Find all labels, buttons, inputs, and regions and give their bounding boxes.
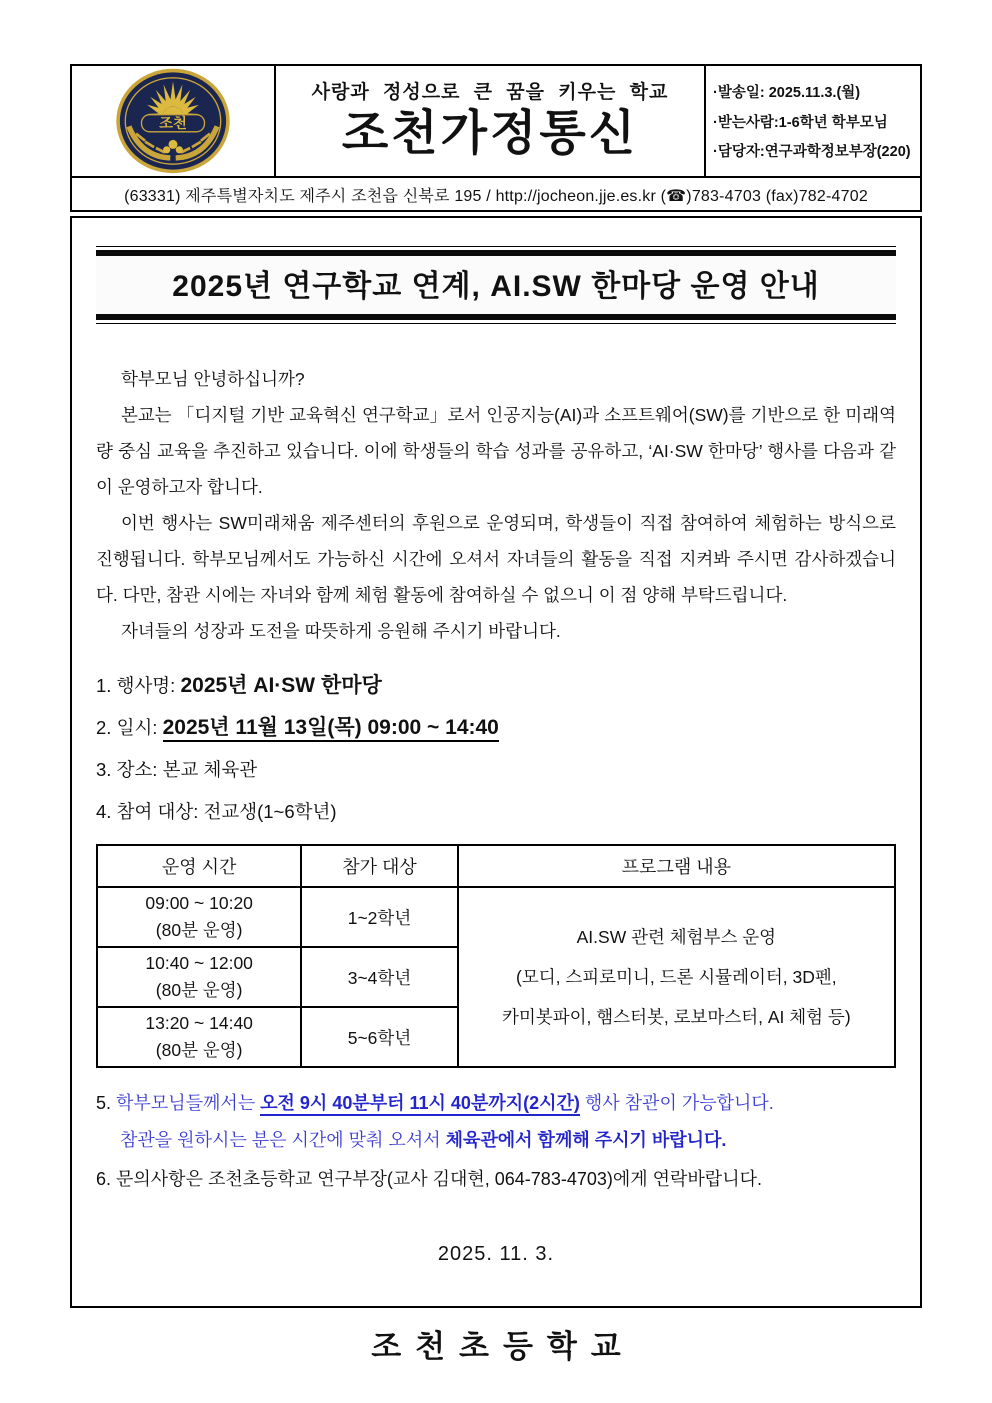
item-5-line-2-seg-1: 참관을 원하시는 분은 시간에 맞춰 오셔서 bbox=[120, 1130, 446, 1150]
duration: (80분 운영) bbox=[155, 920, 243, 940]
grade-2: 3~4학년 bbox=[301, 947, 457, 1007]
item-5-line-1 bbox=[96, 1085, 896, 1122]
school-name: 조천초등학교 bbox=[371, 1329, 635, 1364]
item-5-number: 5. bbox=[96, 1093, 112, 1113]
table-header-row bbox=[97, 845, 895, 887]
paragraph-2: 이번 행사는 SW미래채움 제주센터의 후원으로 운영되며, 학생들이 직접 참여하여 체험하는 방식으로 진행됩니다. 학부모님께서도 가능하신 시간에 오셔서 자녀들의 활동을 직접 지켜봐 주시면 감사하겠습니다. 다만, 참관 시에는 자녀와 함께 체험 활동에 참여하실 수 없으니 이 점 양해 부탁드립니다. bbox=[96, 513, 896, 605]
item-5-line-2 bbox=[96, 1122, 896, 1159]
item-2-value: 2025년 11월 13일(목) 09:00 ~ 14:40 bbox=[163, 716, 499, 742]
item-5-line-2-seg-2: 체육관에서 함께해 주시기 바랍니다. bbox=[445, 1130, 727, 1150]
school-emblem-icon bbox=[114, 67, 232, 175]
logo-text: 조천 bbox=[159, 116, 187, 133]
header-program: 프로그램 내용 bbox=[458, 845, 895, 887]
time-slot-1 bbox=[97, 887, 301, 947]
time-range: 09:00 ~ 10:20 bbox=[145, 893, 253, 913]
duration: (80분 운영) bbox=[155, 1040, 243, 1060]
newsletter-title: 조천가정통신 bbox=[341, 107, 639, 160]
item-2-label: 2. 일시: bbox=[96, 717, 158, 738]
letter-date: 2025. 11. 3. bbox=[437, 1243, 555, 1265]
content-box bbox=[70, 216, 922, 1364]
masthead-cell bbox=[276, 66, 706, 176]
duration: (80분 운영) bbox=[155, 980, 243, 1000]
school-address: (63331) 제주특별자치도 제주시 조천읍 신북로 195 / http://jocheon.jje.es.kr (☎)783-4703 (fax)782-4702 bbox=[124, 187, 868, 205]
info-manager: ·담당자:연구과학정보부장(220) bbox=[713, 144, 911, 161]
item-parent-viewing bbox=[96, 1085, 896, 1159]
item-5-seg-1: 학부모님들께서는 bbox=[116, 1093, 261, 1113]
address-bar bbox=[70, 178, 922, 212]
header-info bbox=[706, 66, 920, 176]
item-event-name bbox=[96, 669, 896, 702]
program-line: (모디, 스피로미니, 드론 시뮬레이터, 3D펜, bbox=[516, 967, 837, 987]
program-line: AI.SW 관련 체험부스 운영 bbox=[576, 927, 777, 947]
school-logo bbox=[72, 66, 276, 176]
paragraph-1: 본교는 「디지털 기반 교육혁신 연구학교」로서 인공지능(AI)과 소프트웨어(SW)를 기반으로 한 미래역량 중심 교육을 추진하고 있습니다. 이에 학생들의 학습 성과를 공유하고, ‘AI·SW 한마당’ 행사를 다음과 같이 운영하고자 합니다. bbox=[96, 405, 896, 497]
item-participants: 4. 참여 대상: 전교생(1~6학년) bbox=[96, 801, 337, 822]
info-recipient: ·받는사람:1-6학년 학부모님 bbox=[713, 114, 888, 131]
program-line: 카미봇파이, 햄스터봇, 로보마스터, AI 체험 등) bbox=[502, 1007, 851, 1027]
greeting: 학부모님 안녕하십니까? bbox=[121, 369, 305, 389]
item-contact: 6. 문의사항은 조천초등학교 연구부장(교사 김대현, 064-783-4703)에게 연락바랍니다. bbox=[96, 1169, 762, 1189]
notice-title-banner bbox=[96, 246, 896, 324]
grade-3: 5~6학년 bbox=[301, 1007, 457, 1067]
notice-items bbox=[96, 669, 896, 828]
notice-body bbox=[96, 361, 896, 649]
schedule-table bbox=[96, 844, 896, 1068]
school-slogan: 사랑과 정성으로 큰 꿈을 키우는 학교 bbox=[311, 82, 669, 103]
item-5-seg-3: 행사 참관이 가능합니다. bbox=[579, 1093, 774, 1113]
item-1-value: 2025년 AI·SW 한마당 bbox=[180, 674, 382, 697]
time-slot-2 bbox=[97, 947, 301, 1007]
paragraph-3: 자녀들의 성장과 도전을 따뜻하게 응원해 주시기 바랍니다. bbox=[121, 621, 561, 641]
grade-1: 1~2학년 bbox=[301, 887, 457, 947]
time-slot-3 bbox=[97, 1007, 301, 1067]
table-row bbox=[97, 887, 895, 947]
info-send-date: ·발송일: 2025.11.3.(월) bbox=[713, 85, 861, 101]
time-range: 13:20 ~ 14:40 bbox=[145, 1013, 253, 1033]
item-1-label: 1. 행사명: bbox=[96, 675, 176, 696]
item-date-time bbox=[96, 711, 896, 744]
item-place: 3. 장소: 본교 체육관 bbox=[96, 759, 258, 780]
header-box bbox=[70, 64, 922, 178]
item-5-seg-2: 오전 9시 40분부터 11시 40분까지(2시간) bbox=[260, 1093, 580, 1116]
program-content bbox=[458, 887, 895, 1067]
header-target: 참가 대상 bbox=[301, 845, 457, 887]
notice-title: 2025년 연구학교 연계, AI.SW 한마당 운영 안내 bbox=[96, 250, 896, 320]
header-operation-time: 운영 시간 bbox=[97, 845, 301, 887]
time-range: 10:40 ~ 12:00 bbox=[145, 953, 253, 973]
